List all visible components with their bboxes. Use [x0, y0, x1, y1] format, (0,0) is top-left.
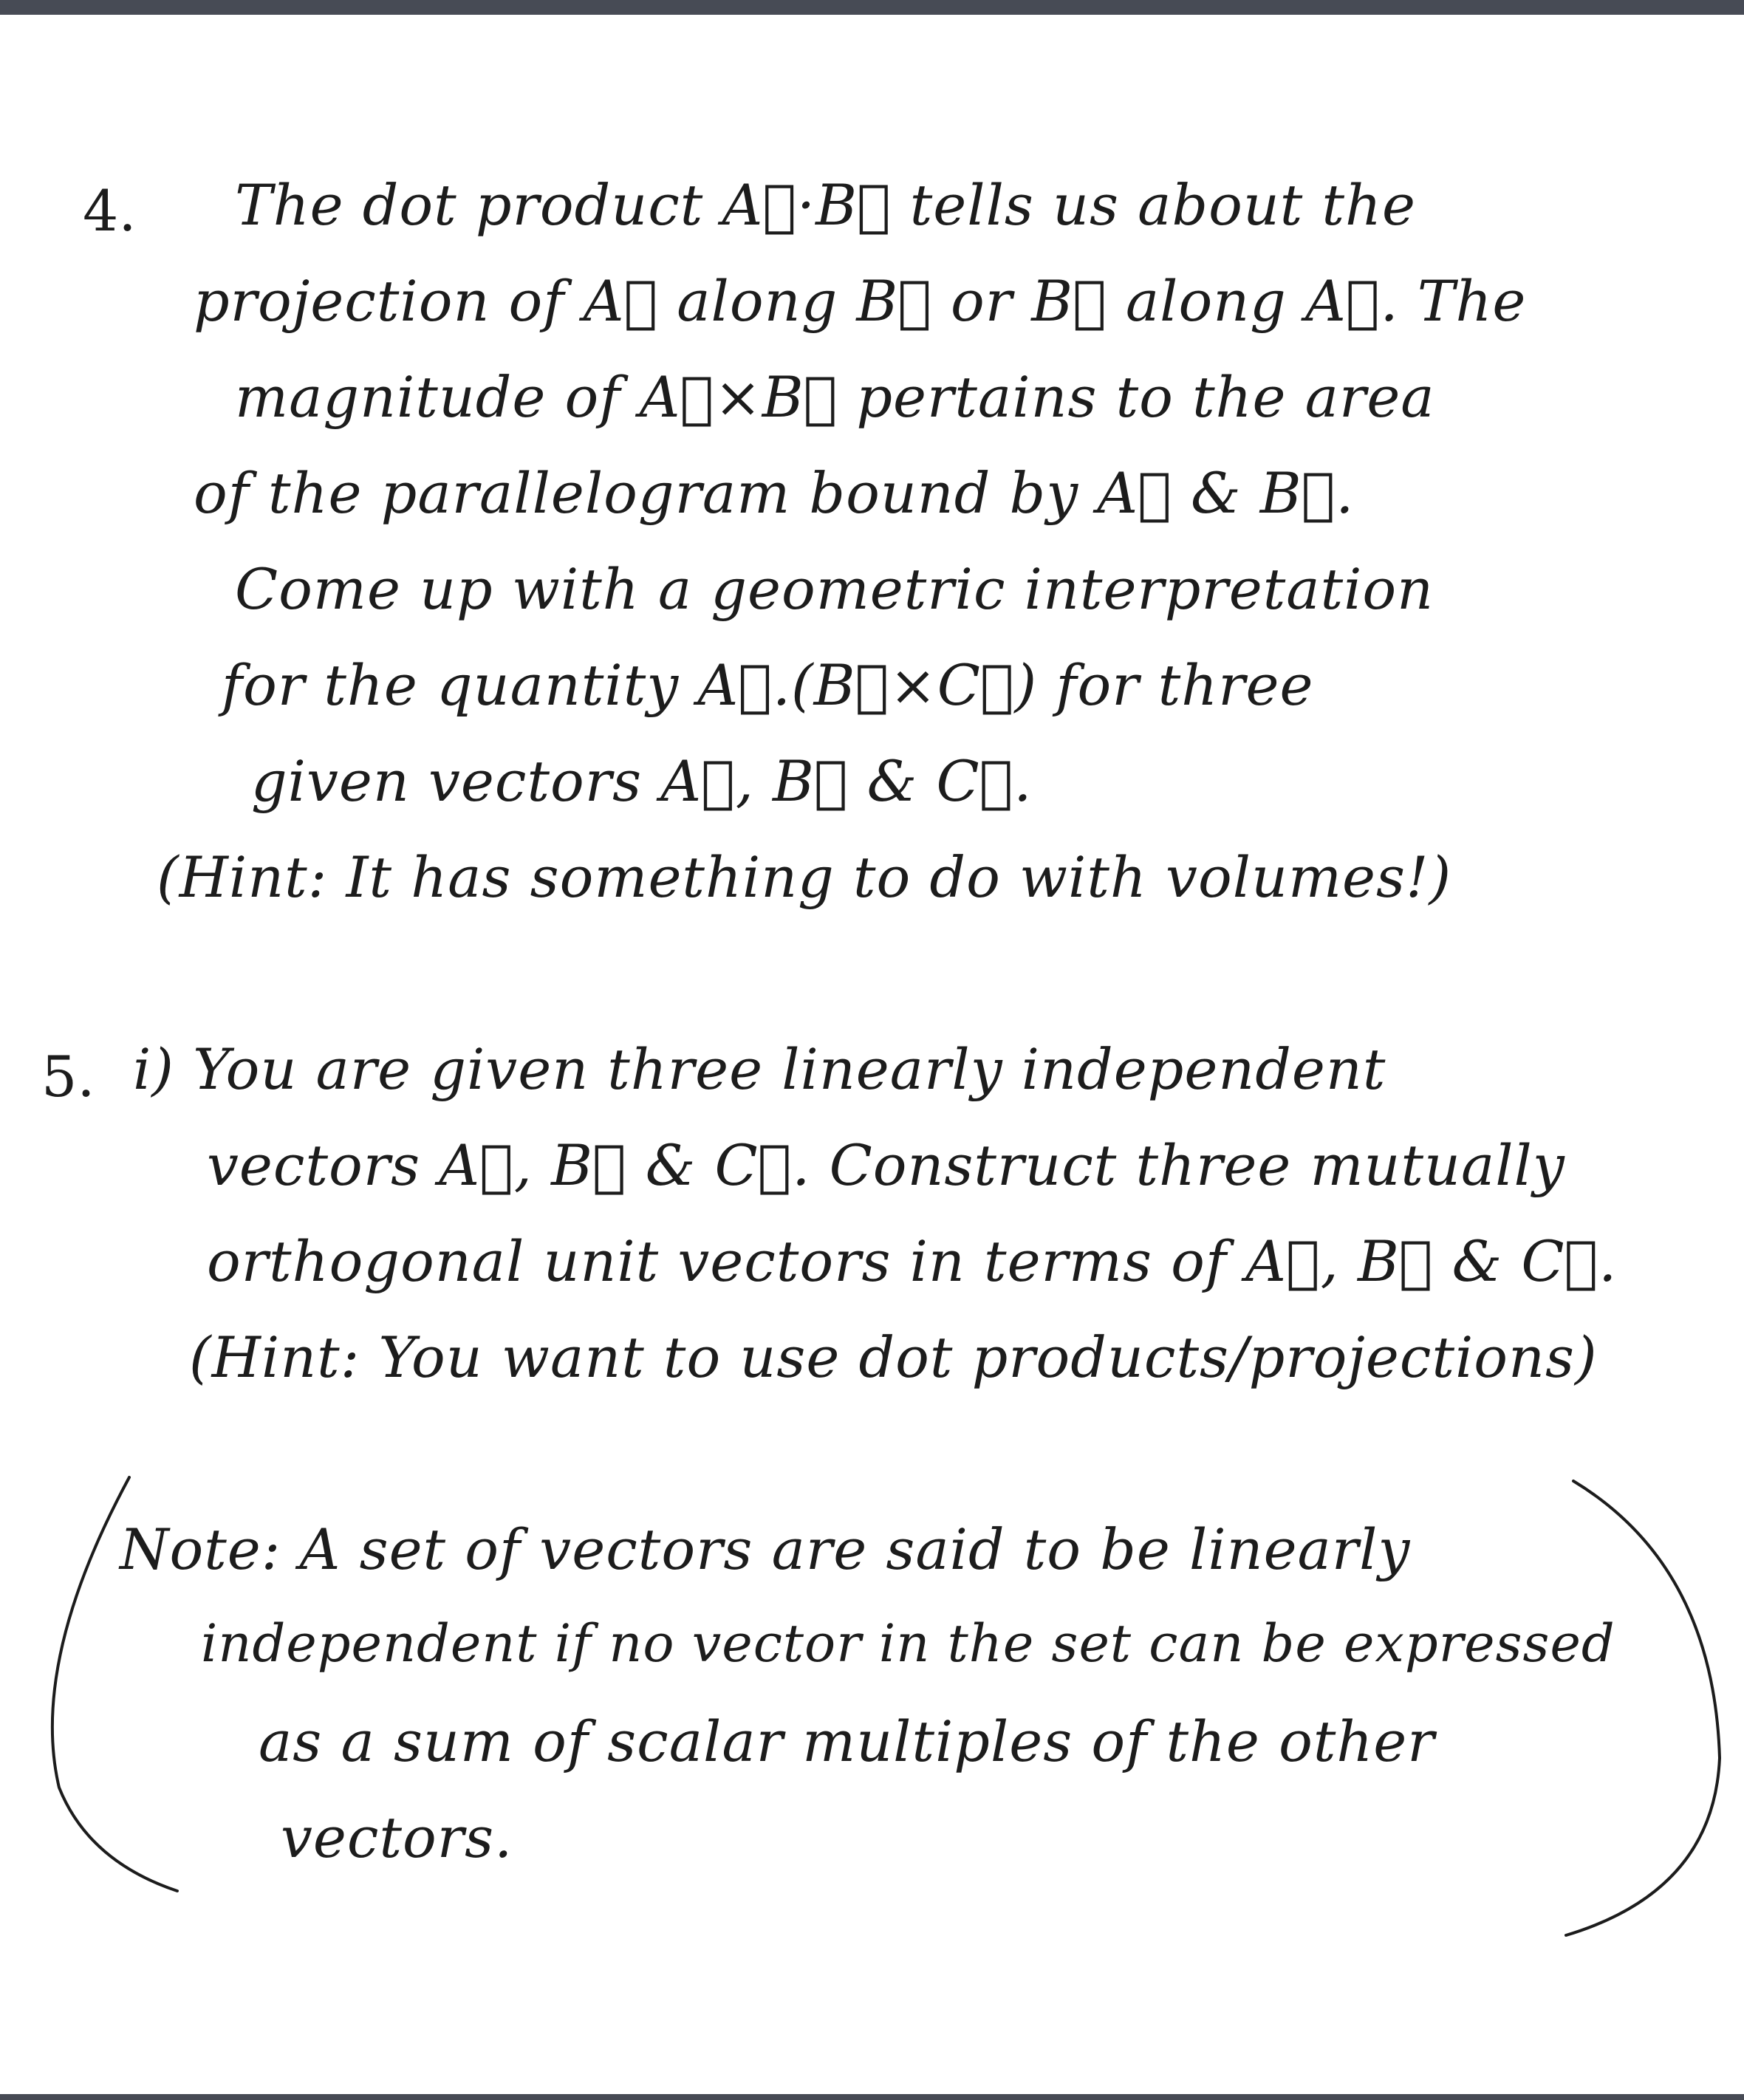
question-4-line-3: magnitude of A⃗×B⃗ pertains to the area	[235, 364, 1435, 430]
question-4-hint: (Hint: It has something to do with volumes!)	[157, 844, 1452, 910]
note-line-3: as a sum of scalar multiples of the other	[259, 1709, 1435, 1774]
note-line-4: vectors.	[281, 1805, 513, 1870]
question-4-line-7: given vectors A⃗, B⃗ & C⃗.	[251, 748, 1033, 814]
question-4-line-4: of the parallelogram bound by A⃗ & B⃗.	[194, 460, 1355, 526]
question-5-hint: (Hint: You want to use dot products/projections)	[189, 1324, 1598, 1390]
question-4-line-1: The dot product A⃗·B⃗ tells us about the	[235, 172, 1416, 238]
question-5-number: 5.	[41, 1044, 95, 1109]
question-5-line-1: i) You are given three linearly independent	[133, 1036, 1386, 1102]
question-4-line-5: Come up with a geometric interpretation	[235, 556, 1434, 622]
question-5-line-3: orthogonal unit vectors in terms of A⃗, B⃗ & C⃗.	[207, 1228, 1618, 1294]
note-line-1: Note: A set of vectors are said to be linearly	[120, 1516, 1411, 1582]
question-4-line-2: projection of A⃗ along B⃗ or B⃗ along A⃗. The	[194, 268, 1527, 334]
question-5-line-2: vectors A⃗, B⃗ & C⃗. Construct three mutually	[207, 1132, 1565, 1198]
note-right-bracket	[1566, 1481, 1720, 1935]
question-4-number: 4.	[83, 178, 137, 244]
question-4-line-6: for the quantity A⃗.(B⃗×C⃗) for three	[222, 652, 1314, 718]
window-bottom-bar	[0, 2094, 1744, 2100]
note-line-2: independent if no vector in the set can be expressed	[201, 1613, 1615, 1674]
